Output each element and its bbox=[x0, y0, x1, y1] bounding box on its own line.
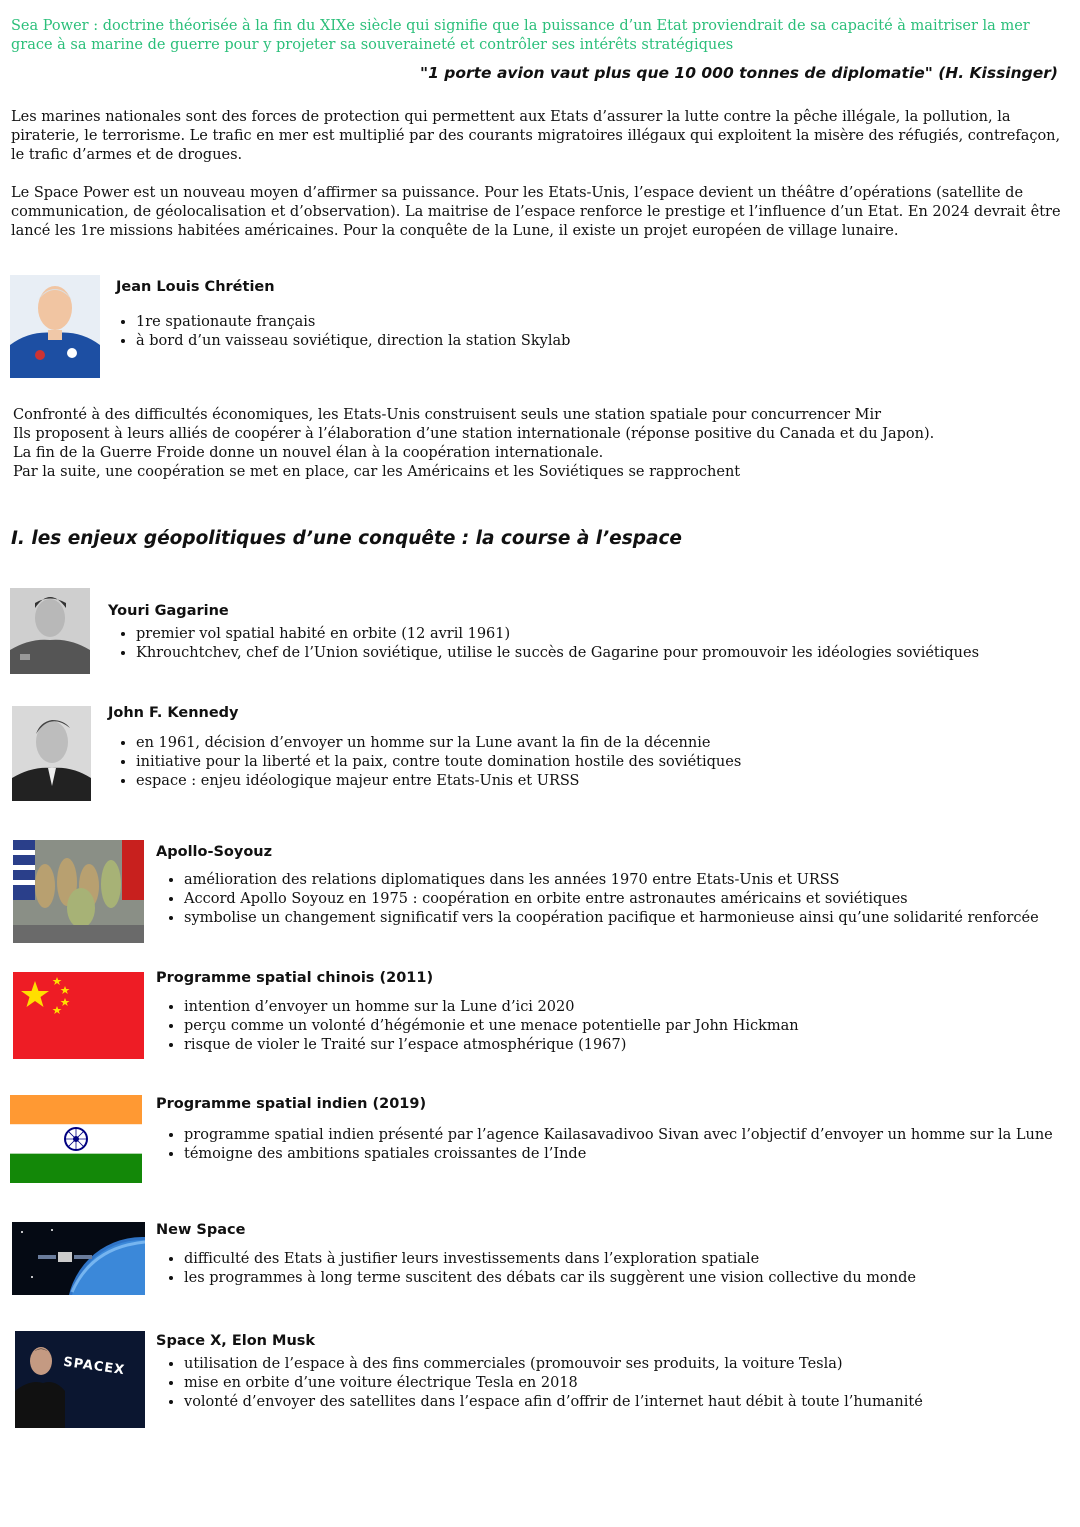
list-item: • premier vol spatial habité en orbite (12 avril 1961) bbox=[136, 625, 979, 644]
chretien-photo bbox=[10, 275, 100, 378]
list-item: • témoigne des ambitions spatiales croissantes de l’Inde bbox=[184, 1145, 1053, 1164]
spacex-photo bbox=[15, 1331, 145, 1428]
list-item: • initiative pour la liberté et la paix, contre toute domination hostile des soviétiques bbox=[136, 753, 741, 772]
gagarine-photo bbox=[10, 588, 90, 674]
spacex-title: Space X, Elon Musk bbox=[156, 1333, 316, 1349]
list-item: • Khrouchtchev, chef de l’Union soviétique, utilise le succès de Gagarine pour promouvoir les idéologies soviétiques bbox=[136, 644, 979, 663]
list-item: • difficulté des Etats à justifier leurs investissements dans l’exploration spatiale bbox=[184, 1250, 916, 1269]
list-item: • amélioration des relations diplomatiques dans les années 1970 entre Etats-Unis et URSS bbox=[184, 871, 1039, 890]
kennedy-title: John F. Kennedy bbox=[108, 705, 239, 721]
section-title: I. les enjeux géopolitiques d’une conquête : la course à l’espace bbox=[11, 528, 682, 549]
list-item: • les programmes à long terme suscitent des débats car ils suggèrent une vision collective du monde bbox=[184, 1269, 916, 1288]
gagarine-title: Youri Gagarine bbox=[108, 603, 229, 619]
list-item: • Accord Apollo Soyouz en 1975 : coopération en orbite entre astronautes américains et soviétiques bbox=[184, 890, 1039, 909]
list-item: • espace : enjeu idéologique majeur entre Etats-Unis et URSS bbox=[136, 772, 741, 791]
sea-power-definition: Sea Power : doctrine théorisée à la fin du XIXe siècle qui signifie que la puissance d’un Etat proviendrait de sa capacité à maitriser la mer grace à sa marine de guerre pour y projeter sa souveraineté et contrôler ses intérêts stratégiques bbox=[11, 18, 1030, 53]
apollo-soyouz-photo bbox=[13, 840, 144, 943]
list-item: • risque de violer le Traité sur l’espace atmosphérique (1967) bbox=[184, 1036, 799, 1055]
list-item: • en 1961, décision d’envoyer un homme sur la Lune avant la fin de la décennie bbox=[136, 734, 741, 753]
paragraph-space-power: Le Space Power est un nouveau moyen d’affirmer sa puissance. Pour les Etats-Unis, l’espace devient un théâtre d’opérations (satellite de communication, de géolocalisation et d’observation). La maitrise de l’espace renforce le prestige et l’influence d’un Etat. En 2024 devrait être lancé les 1re missions habitées américaines. Pour la conquête de la Lune, il existe un projet européen de village lunaire. bbox=[11, 185, 1061, 239]
kennedy-list bbox=[110, 734, 741, 791]
china-title: Programme spatial chinois (2011) bbox=[156, 970, 434, 986]
list-item: • mise en orbite d’une voiture électrique Tesla en 2018 bbox=[184, 1374, 923, 1393]
list-item: • 1re spationaute français bbox=[136, 313, 570, 332]
list-item: • symbolise un changement significatif vers la coopération pacifique et harmonieuse ainsi qu’une solidarité renforcée bbox=[184, 909, 1039, 928]
chretien-list bbox=[110, 313, 570, 351]
china-flag-icon bbox=[13, 972, 144, 1059]
list-item: • intention d’envoyer un homme sur la Lune d’ici 2020 bbox=[184, 998, 799, 1017]
list-item: • perçu comme un volonté d’hégémonie et une menace potentielle par John Hickman bbox=[184, 1017, 799, 1036]
india-title: Programme spatial indien (2019) bbox=[156, 1096, 427, 1112]
paragraph-marines: Les marines nationales sont des forces de protection qui permettent aux Etats d’assurer la lutte contre la pêche illégale, la pollution, la piraterie, le terrorisme. Le trafic en mer est multiplié par des courants migratoires illégaux qui exploitent la misère des réfugiés, contrefaçon, le trafic d’armes et de drogues. bbox=[11, 109, 1061, 163]
kissinger-quote: "1 porte avion vaut plus que 10 000 tonnes de diplomatie" (H. Kissinger) bbox=[420, 64, 1058, 82]
list-item: • volonté d’envoyer des satellites dans l’espace afin d’offrir de l’internet haut débit à toute l’humanité bbox=[184, 1393, 923, 1412]
paragraph-mir: Confronté à des difficultés économiques, les Etats-Unis construisent seuls une station spatiale pour concurrencer Mir Ils proposent à leurs alliés de coopérer à l’élaboration d’une station internationale (réponse positive du Canada et du Japon). La fin de la Guerre Froide donne un nouvel élan à la coopération internationale. Par la suite, une coopération se met en place, car les Américains et les Soviétiques se rapprochent bbox=[13, 407, 935, 480]
kennedy-photo bbox=[12, 706, 91, 801]
new-space-photo bbox=[12, 1222, 145, 1295]
new-space-list bbox=[158, 1250, 916, 1288]
chretien-title: Jean Louis Chrétien bbox=[116, 279, 275, 295]
spacex-logo: SPACEX bbox=[62, 1354, 126, 1379]
china-list bbox=[158, 998, 799, 1055]
india-list bbox=[158, 1126, 1053, 1164]
gagarine-list bbox=[110, 625, 979, 663]
india-flag-icon bbox=[10, 1095, 142, 1183]
new-space-title: New Space bbox=[156, 1222, 246, 1238]
spacex-list bbox=[158, 1355, 923, 1412]
list-item: • à bord d’un vaisseau soviétique, direction la station Skylab bbox=[136, 332, 570, 351]
apollo-soyouz-title: Apollo-Soyouz bbox=[156, 844, 273, 860]
list-item: • utilisation de l’espace à des fins commerciales (promouvoir ses produits, la voiture Tesla) bbox=[184, 1355, 923, 1374]
list-item: • programme spatial indien présenté par l’agence Kailasavadivoo Sivan avec l’objectif d’envoyer un homme sur la Lune bbox=[184, 1126, 1053, 1145]
apollo-soyouz-list bbox=[158, 871, 1039, 928]
